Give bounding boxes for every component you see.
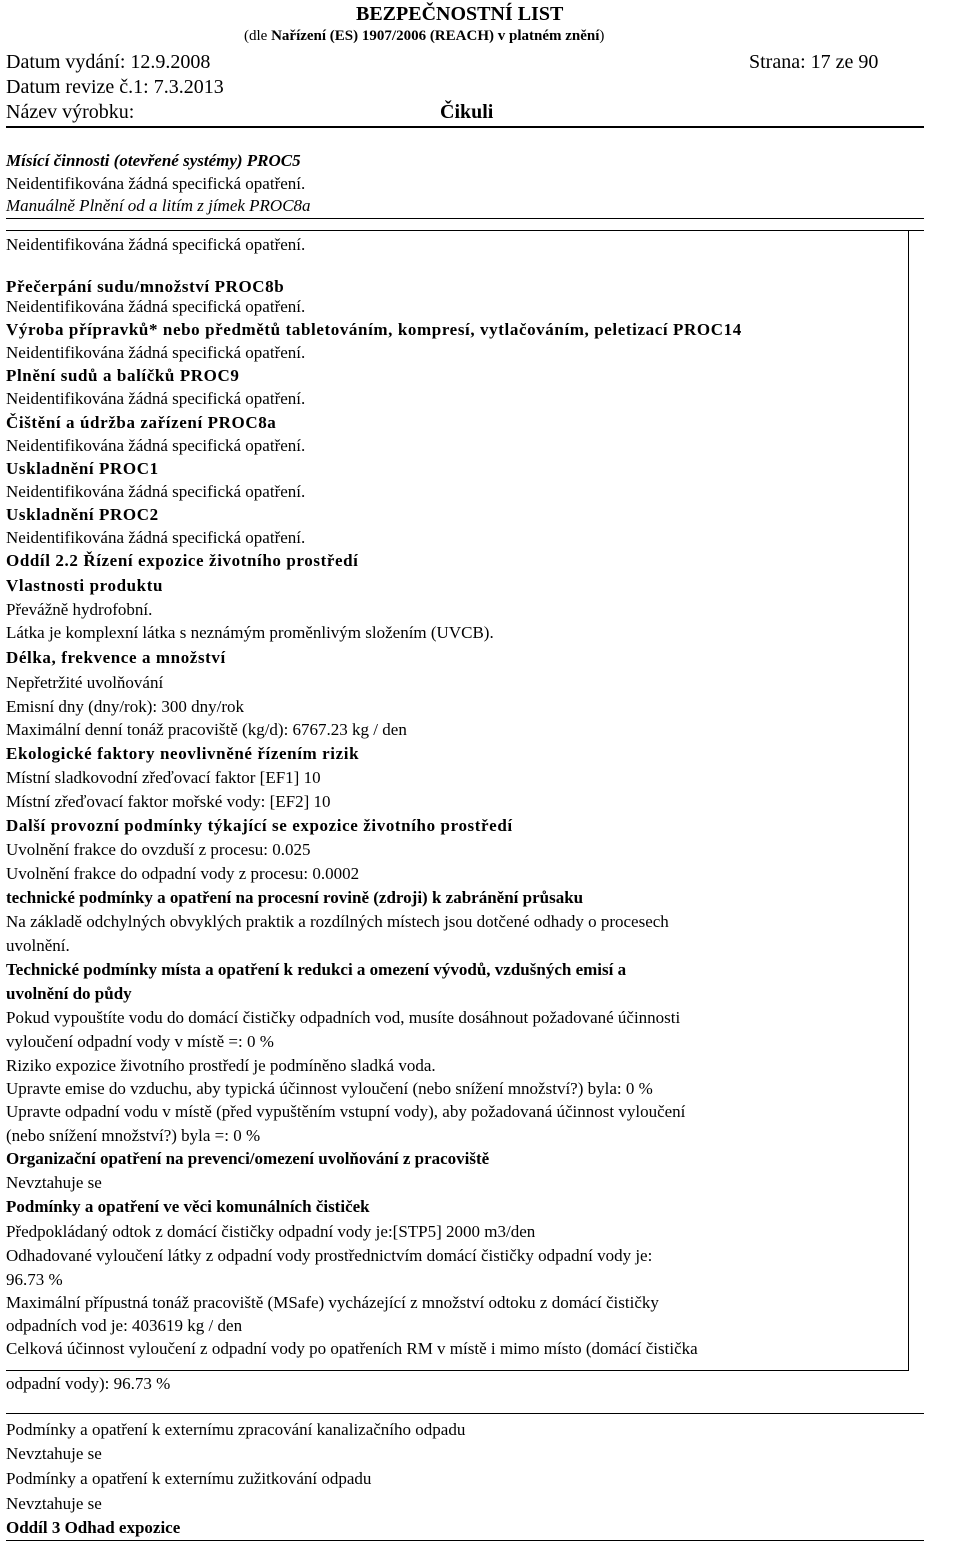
text-line: Emisní dny (dny/rok): 300 dny/rok bbox=[6, 697, 244, 716]
text-line: Celková účinnost vyloučení z odpadní vody po opatřeních RM v místě i mimo místo (domácí čistička bbox=[6, 1339, 698, 1358]
heading-duration: Délka, frekvence a množství bbox=[6, 648, 226, 667]
revision-date: Datum revize č.1: 7.3.2013 bbox=[6, 76, 224, 98]
heading-proc8a-manual: Manuálně Plnění od a litím z jímek PROC8a bbox=[6, 196, 311, 215]
text-line: Riziko expozice životního prostředí je podmíněno sladká voda. bbox=[6, 1056, 436, 1075]
row-divider bbox=[6, 1370, 909, 1371]
row-divider bbox=[6, 218, 924, 219]
text-line: Odhadované vyloučení látky z odpadní vody prostřednictvím domácí čističky odpadní vody je: bbox=[6, 1246, 653, 1265]
heading-proc8b: Přečerpání sudu/množství PROC8b bbox=[6, 277, 285, 296]
heading-proc9: Plnění sudů a balíčků PROC9 bbox=[6, 366, 240, 385]
heading-proc1: Uskladnění PROC1 bbox=[6, 459, 159, 478]
text-line: Neidentifikována žádná specifická opatření. bbox=[6, 297, 306, 316]
heading-technical-conditions: technické podmínky a opatření na procesní rovině (zdroji) k zabránění průsaku bbox=[6, 888, 584, 907]
row-divider bbox=[6, 1413, 924, 1414]
text-line: Neidentifikována žádná specifická opatření. bbox=[6, 482, 306, 501]
text-line: Převážně hydrofobní. bbox=[6, 600, 153, 619]
text-line: Místní zřeďovací faktor mořské vody: [EF2] 10 bbox=[6, 792, 331, 811]
heading-site-technical: Technické podmínky místa a opatření k redukci a omezení vývodů, vzdušných emisí a bbox=[6, 960, 627, 979]
text-line: Neidentifikována žádná specifická opatření. bbox=[6, 235, 306, 254]
heading-ecological-factors: Ekologické faktory neovlivněné řízením rizik bbox=[6, 744, 360, 763]
text-line: Místní sladkovodní zřeďovací faktor [EF1] 10 bbox=[6, 768, 321, 787]
heading-product-properties: Vlastnosti produktu bbox=[6, 576, 164, 595]
heading-proc14: Výroba přípravků* nebo předmětů tabletováním, kompresí, vytlačováním, peletizací PROC14 bbox=[6, 320, 742, 339]
text-line: Maximální přípustná tonáž pracoviště (MSafe) vycházející z množství odtoku z domácí čističky bbox=[6, 1293, 659, 1312]
text-line: (nebo snížení množství?) byla =: 0 % bbox=[6, 1126, 261, 1145]
text-line: Předpokládaný odtok z domácí čističky odpadní vody je:[STP5] 2000 m3/den bbox=[6, 1222, 536, 1241]
text-line: Podmínky a opatření k externímu zpracování kanalizačního odpadu bbox=[6, 1420, 466, 1439]
heading-site-technical-cont: uvolnění do půdy bbox=[6, 984, 132, 1003]
heading-organizational: Organizační opatření na prevenci/omezení uvolňování z pracoviště bbox=[6, 1149, 490, 1168]
bottom-border bbox=[6, 1540, 924, 1541]
right-border bbox=[908, 230, 909, 1371]
text-line: Neidentifikována žádná specifická opatření. bbox=[6, 389, 306, 408]
heading-proc5: Mísící činnosti (otevřené systémy) PROC5 bbox=[6, 151, 301, 170]
text-line: odpadní vody): 96.73 % bbox=[6, 1374, 171, 1393]
text-line: Upravte odpadní vodu v místě (před vypuštěním vstupní vody), aby požadovaná účinnost vyloučení bbox=[6, 1102, 686, 1121]
document-title: BEZPEČNOSTNÍ LIST bbox=[356, 3, 564, 25]
text-line: Nevztahuje se bbox=[6, 1173, 102, 1192]
product-name: Čikuli bbox=[440, 101, 494, 123]
text-line: Podmínky a opatření k externímu zužitkování odpadu bbox=[6, 1469, 372, 1488]
subtitle-regulation: Nařízení (ES) 1907/2006 (REACH) v platném znění bbox=[271, 28, 600, 44]
text-line: Neidentifikována žádná specifická opatření. bbox=[6, 174, 306, 193]
heading-operating-conditions: Další provozní podmínky týkající se expozice životního prostředí bbox=[6, 816, 513, 835]
heading-proc8a-cleaning: Čištění a údržba zařízení PROC8a bbox=[6, 413, 277, 432]
text-line: Látka je komplexní látka s neznámým proměnlivým složením (UVCB). bbox=[6, 623, 494, 642]
text-line: Neidentifikována žádná specifická opatření. bbox=[6, 528, 306, 547]
text-line: Uvolnění frakce do ovzduší z procesu: 0.025 bbox=[6, 840, 311, 859]
text-line: Upravte emise do vzduchu, aby typická účinnost vyloučení (nebo snížení množství?) byla: 0 % bbox=[6, 1079, 653, 1098]
heading-section-3: Oddíl 3 Odhad expozice bbox=[6, 1518, 181, 1537]
subtitle-post: ) bbox=[599, 28, 605, 44]
text-line: uvolnění. bbox=[6, 936, 70, 955]
page-number: Strana: 17 ze 90 bbox=[749, 51, 879, 73]
heading-municipal-stp: Podmínky a opatření ve věci komunálních čističek bbox=[6, 1197, 370, 1216]
subtitle-pre: (dle bbox=[244, 28, 272, 44]
text-line: Nevztahuje se bbox=[6, 1444, 102, 1463]
text-line: Nepřetržité uvolňování bbox=[6, 673, 164, 692]
text-line: odpadních vod je: 403619 kg / den bbox=[6, 1316, 243, 1335]
text-line: Neidentifikována žádná specifická opatření. bbox=[6, 436, 306, 455]
text-line: vyloučení odpadní vody v místě =: 0 % bbox=[6, 1032, 274, 1051]
header-divider bbox=[6, 126, 924, 128]
issue-date: Datum vydání: 12.9.2008 bbox=[6, 51, 211, 73]
text-line: Na základě odchylných obvyklých praktik a rozdílných místech jsou dotčené odhady o procesech bbox=[6, 912, 669, 931]
text-line: Nevztahuje se bbox=[6, 1494, 102, 1513]
text-line: Pokud vypouštíte vodu do domácí čističky odpadních vod, musíte dosáhnout požadované účinnosti bbox=[6, 1008, 681, 1027]
text-line: 96.73 % bbox=[6, 1270, 63, 1289]
heading-section-2-2: Oddíl 2.2 Řízení expozice životního prostředí bbox=[6, 551, 359, 570]
product-label: Název výrobku: bbox=[6, 101, 135, 123]
text-line: Neidentifikována žádná specifická opatření. bbox=[6, 343, 306, 362]
document-subtitle bbox=[244, 27, 604, 45]
text-line: Maximální denní tonáž pracoviště (kg/d): 6767.23 kg / den bbox=[6, 720, 407, 739]
heading-proc2: Uskladnění PROC2 bbox=[6, 505, 159, 524]
row-divider bbox=[6, 230, 924, 231]
text-line: Uvolnění frakce do odpadní vody z procesu: 0.0002 bbox=[6, 864, 360, 883]
